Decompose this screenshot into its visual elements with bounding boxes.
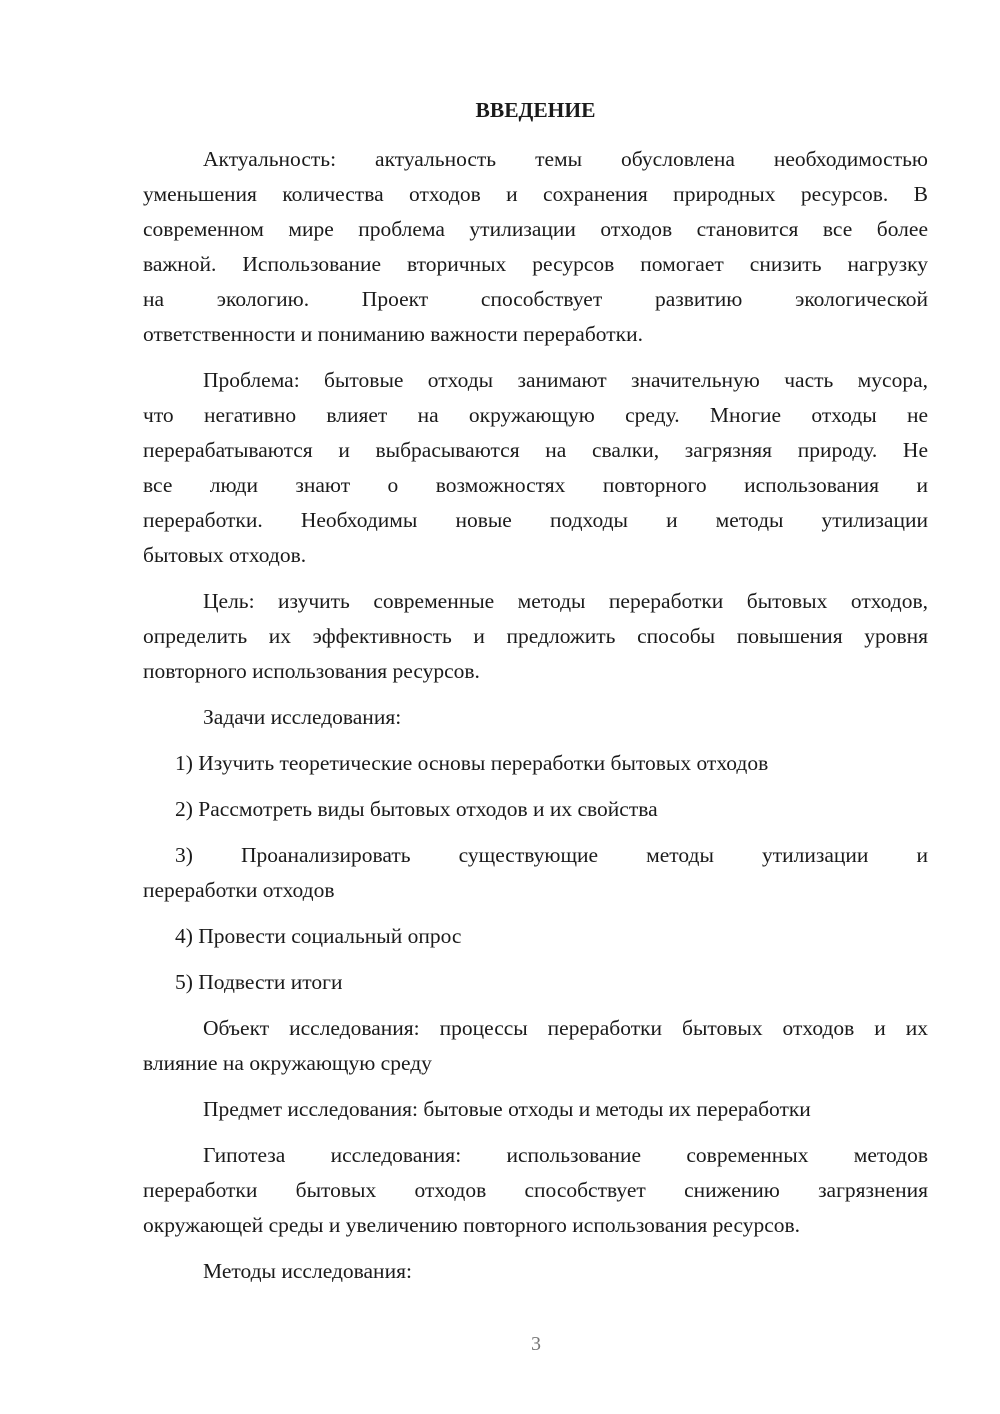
paragraph [143, 700, 928, 735]
task-list-item [143, 919, 928, 954]
text-line: определить их эффективность и предложить способы повышения уровня [143, 624, 928, 648]
text-line: Предмет исследования: бытовые отходы и методы их переработки [203, 1097, 811, 1121]
text-line: переработки. Необходимы новые подходы и методы утилизации [143, 508, 928, 532]
task-list-item [143, 965, 928, 1000]
paragraph [143, 1092, 928, 1127]
text-line: бытовых отходов. [143, 543, 307, 567]
page-number: 3 [531, 1333, 541, 1355]
text-line: важной. Использование вторичных ресурсов помогает снизить нагрузку [143, 252, 928, 276]
text-line: Проблема: бытовые отходы занимают значительную часть мусора, [203, 368, 928, 392]
text-line: 2) Рассмотреть виды бытовых отходов и их свойства [175, 797, 658, 821]
text-line: уменьшения количества отходов и сохранения природных ресурсов. В [143, 182, 928, 206]
text-line: 3) Проанализировать существующие методы утилизации и [175, 843, 928, 867]
text-line: перерабатываются и выбрасываются на свалки, загрязняя природу. Не [143, 438, 928, 462]
text-line: переработки отходов [143, 878, 335, 902]
text-line: 5) Подвести итоги [175, 970, 343, 994]
text-line: переработки бытовых отходов способствует снижению загрязнения [143, 1178, 928, 1202]
paragraphs [143, 142, 928, 1289]
paragraph [143, 142, 928, 352]
text-line: Методы исследования: [203, 1259, 412, 1283]
text-line: Задачи исследования: [203, 705, 402, 729]
text-line: влияние на окружающую среду [143, 1051, 432, 1075]
section-title: ВВЕДЕНИЕ [475, 98, 596, 122]
text-line: Актуальность: актуальность темы обусловлена необходимостью [203, 147, 928, 171]
text-line: повторного использования ресурсов. [143, 659, 480, 683]
paragraph [143, 1254, 928, 1289]
paragraph [143, 1138, 928, 1243]
text-line: окружающей среды и увеличению повторного использования ресурсов. [143, 1213, 801, 1237]
task-list-item [143, 792, 928, 827]
text-line: современном мире проблема утилизации отходов становится все более [143, 217, 928, 241]
text-line: все люди знают о возможностях повторного использования и [143, 473, 928, 497]
text-line: что негативно влияет на окружающую среду. Многие отходы не [143, 403, 928, 427]
text-line: на экологию. Проект способствует развитию экологической [143, 287, 928, 311]
paragraph [143, 363, 928, 573]
paragraph [143, 584, 928, 689]
text-line: Гипотеза исследования: использование современных методов [203, 1143, 928, 1167]
task-list-item [143, 746, 928, 781]
text-line: 1) Изучить теоретические основы переработки бытовых отходов [175, 751, 769, 775]
text-line: 4) Провести социальный опрос [175, 924, 462, 948]
text-line: Цель: изучить современные методы переработки бытовых отходов, [203, 589, 928, 613]
text-line: Объект исследования: процессы переработки бытовых отходов и их [203, 1016, 928, 1040]
document-body [143, 93, 928, 1300]
task-list-item [143, 838, 928, 908]
paragraph [143, 1011, 928, 1081]
text-line: ответственности и пониманию важности переработки. [143, 322, 643, 346]
